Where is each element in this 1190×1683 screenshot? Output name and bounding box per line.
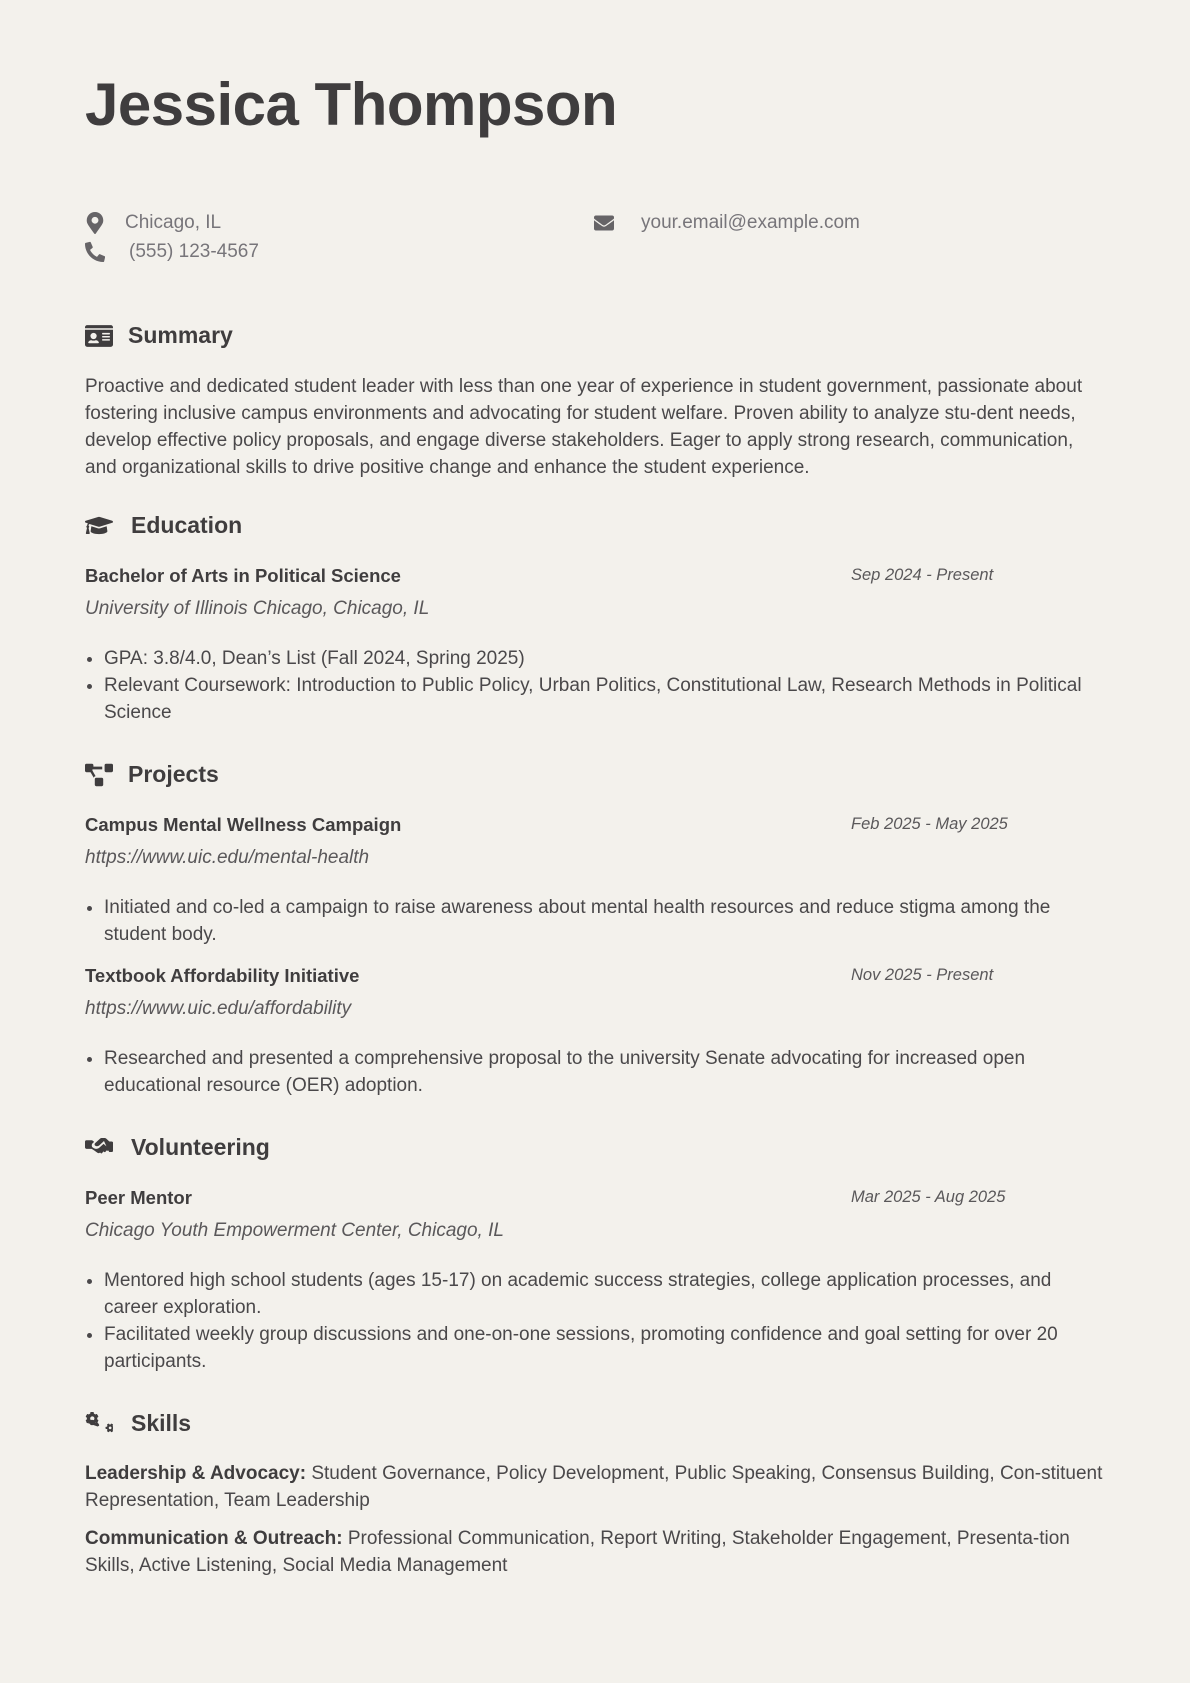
id-card-icon <box>85 323 113 349</box>
projects-heading-text: Projects <box>128 761 219 787</box>
volunteering-heading-text: Volunteering <box>131 1134 270 1160</box>
project-2-date: Nov 2025 - Present <box>851 966 994 984</box>
map-marker-icon <box>85 212 107 236</box>
email-link[interactable]: your.email@example.com <box>641 212 860 233</box>
summary-text: Proactive and dedicated student leader with less than one year of experience in student government, passionate about fostering inclusive campus environments and advocating for student welfare. Proven ability to analyze stu-dent needs, develop effective policy proposals, and engage diverse stakeholders. Eager to apply strong research, communication, and organizational skills to drive positive change and enhance the student experience. <box>85 376 1083 478</box>
cogs-icon <box>85 1411 113 1437</box>
skill-row <box>85 1460 1105 1514</box>
phone-icon <box>85 241 107 265</box>
project-1-title: Campus Mental Wellness Campaign <box>85 814 402 835</box>
education-entry-date: Sep 2024 - Present <box>851 566 994 584</box>
resume-name: Jessica Thompson <box>85 71 618 138</box>
project-2-bullets <box>85 1045 1105 1099</box>
list-item: Researched and presented a comprehensive proposal to the university Senate advocating for increased open educational resource (OER) adoption. <box>85 1045 1105 1099</box>
summary-heading-text: Summary <box>128 322 233 348</box>
skill-label: Communication & Outreach: <box>85 1528 343 1549</box>
project-1-date: Feb 2025 - May 2025 <box>851 815 1008 833</box>
education-heading <box>85 511 385 541</box>
envelope-icon <box>594 212 616 236</box>
location-text: Chicago, IL <box>125 212 222 233</box>
volunteering-entry-organization: Chicago Youth Empowerment Center, Chicago, IL <box>85 1220 504 1241</box>
project-1-bullets <box>85 894 1105 948</box>
education-bullets <box>85 645 1105 726</box>
education-entry-title: Bachelor of Arts in Political Science <box>85 565 401 586</box>
list-item: GPA: 3.8/4.0, Dean’s List (Fall 2024, Spring 2025) <box>85 645 1105 672</box>
projects-heading <box>85 760 385 790</box>
list-item: Relevant Coursework: Introduction to Public Policy, Urban Politics, Constitutional Law, Research Methods in Political Science <box>85 672 1105 726</box>
skill-value: Student Governance, Policy Development, Public Speaking, Consensus Building, Con-stituent Representation, Team Leadership <box>85 1463 1103 1511</box>
skills-heading-text: Skills <box>131 1410 192 1436</box>
education-entry-institution: University of Illinois Chicago, Chicago, IL <box>85 598 430 619</box>
contact-email <box>594 212 994 236</box>
education-heading-text: Education <box>131 512 243 538</box>
skill-value: Professional Communication, Report Writing, Stakeholder Engagement, Presenta-tion Skills, Active Listening, Social Media Management <box>85 1528 1070 1576</box>
skill-label: Leadership & Advocacy: <box>85 1463 307 1484</box>
project-diagram-icon <box>85 762 113 788</box>
summary-heading <box>85 321 385 351</box>
list-item: Mentored high school students (ages 15-17) on academic success strategies, college application processes, and career exploration. <box>85 1267 1105 1321</box>
volunteering-bullets <box>85 1267 1105 1375</box>
project-1-link[interactable]: https://www.uic.edu/mental-health <box>85 847 370 868</box>
skills-heading <box>85 1409 385 1439</box>
graduation-cap-icon <box>85 513 113 539</box>
contact-phone <box>85 241 385 265</box>
volunteering-entry-date: Mar 2025 - Aug 2025 <box>851 1188 1006 1206</box>
project-2-title: Textbook Affordability Initiative <box>85 965 360 986</box>
volunteering-entry-title: Peer Mentor <box>85 1187 192 1208</box>
skill-row <box>85 1525 1105 1579</box>
list-item: Initiated and co-led a campaign to raise awareness about mental health resources and reduce stigma among the student body. <box>85 894 1105 948</box>
volunteering-heading <box>85 1133 385 1163</box>
handshake-icon <box>85 1135 113 1161</box>
phone-text: (555) 123-4567 <box>129 241 259 262</box>
list-item: Facilitated weekly group discussions and one-on-one sessions, promoting confidence and goal setting for over 20 participants. <box>85 1321 1105 1375</box>
project-2-link[interactable]: https://www.uic.edu/affordability <box>85 998 352 1019</box>
contact-location <box>85 212 385 236</box>
